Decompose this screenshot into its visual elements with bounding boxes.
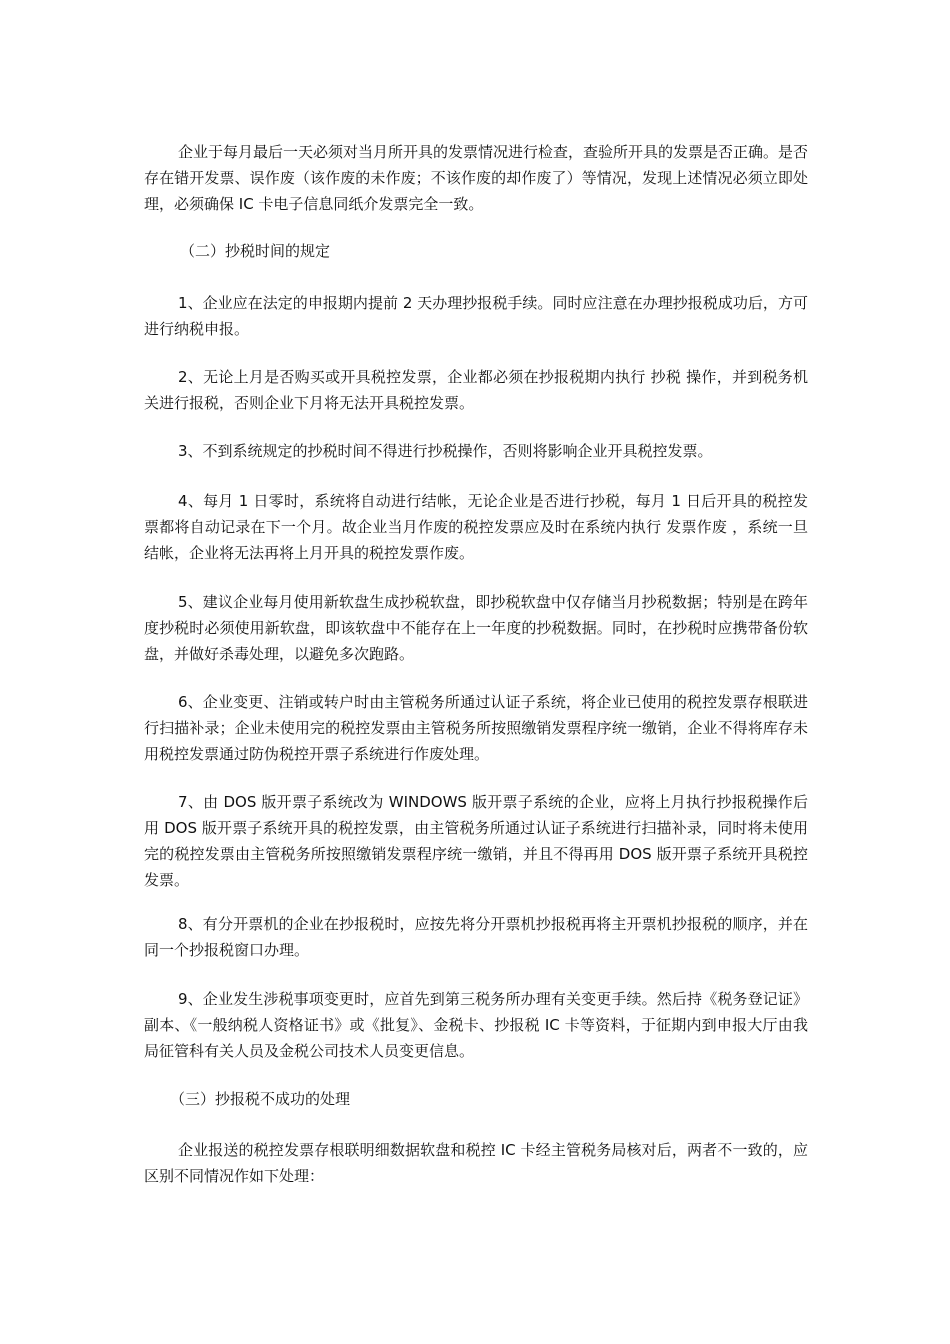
section-heading-copy-tax-time: （二）抄税时间的规定 — [180, 242, 331, 260]
paragraph-failure-intro: 企业报送的税控发票存根联明细数据软盘和税控 IC 卡经主管税务局核对后，两者不一致的，应区别不同情况作如下处理： — [144, 1141, 808, 1185]
paragraph-rule-8: 8、有分开票机的企业在抄报税时，应按先将分开票机抄报税再将主开票机抄报税的顺序，并在同一个抄报税窗口办理。 — [144, 915, 808, 959]
paragraph-rule-6: 6、企业变更、注销或转户时由主管税务所通过认证子系统，将企业已使用的税控发票存根联进行扫描补录；企业未使用完的税控发票由主管税务所按照缴销发票程序统一缴销，企业不得将库存未用税控发票通过防伪税控开票子系统进行作废处理。 — [144, 693, 808, 763]
paragraph-rule-1: 1、企业应在法定的申报期内提前 2 天办理抄报税手续。同时应注意在办理抄报税成功后，方可进行纳税申报。 — [144, 294, 808, 338]
section-heading-failure-handling: （三）抄报税不成功的处理 — [170, 1090, 351, 1108]
paragraph-rule-9: 9、企业发生涉税事项变更时，应首先到第三税务所办理有关变更手续。然后持《税务登记证》副本、《一般纳税人资格证书》或《批复》、金税卡、抄报税 IC 卡等资料，于征期内到申报大厅由我局征管科有关人员及金税公司技术人员变更信息。 — [144, 990, 808, 1060]
paragraph-rule-5: 5、建议企业每月使用新软盘生成抄税软盘，即抄税软盘中仅存储当月抄税数据；特别是在跨年度抄税时必须使用新软盘，即该软盘中不能存在上一年度的抄税数据。同时，在抄税时应携带备份软盘，并做好杀毒处理，以避免多次跑路。 — [144, 593, 808, 663]
paragraph-rule-3: 3、不到系统规定的抄税时间不得进行抄税操作，否则将影响企业开具税控发票。 — [178, 442, 713, 460]
paragraph-rule-7: 7、由 DOS 版开票子系统改为 WINDOWS 版开票子系统的企业，应将上月执行抄报税操作后用 DOS 版开票子系统开具的税控发票，由主管税务所通过认证子系统进行扫描补录，同时将未使用完的税控发票由主管税务所按照缴销发票程序统一缴销，并且不得再用 DOS 版开票子系统开具税控发票。 — [144, 793, 808, 889]
paragraph-rule-2: 2、无论上月是否购买或开具税控发票，企业都必须在抄报税期内执行 抄税 操作，并到税务机关进行报税，否则企业下月将无法开具税控发票。 — [144, 368, 808, 412]
paragraph-rule-4: 4、每月 1 日零时，系统将自动进行结帐，无论企业是否进行抄税，每月 1 日后开具的税控发票都将自动记录在下一个月。故企业当月作废的税控发票应及时在系统内执行 发票作废 ，系统一旦结帐，企业将无法再将上月开具的税控发票作废。 — [144, 492, 808, 562]
paragraph-month-end-check: 企业于每月最后一天必须对当月所开具的发票情况进行检查，查验所开具的发票是否正确。是否存在错开发票、误作废（该作废的未作废；不该作废的却作废了）等情况，发现上述情况必须立即处理，必须确保 IC 卡电子信息同纸介发票完全一致。 — [144, 143, 809, 213]
